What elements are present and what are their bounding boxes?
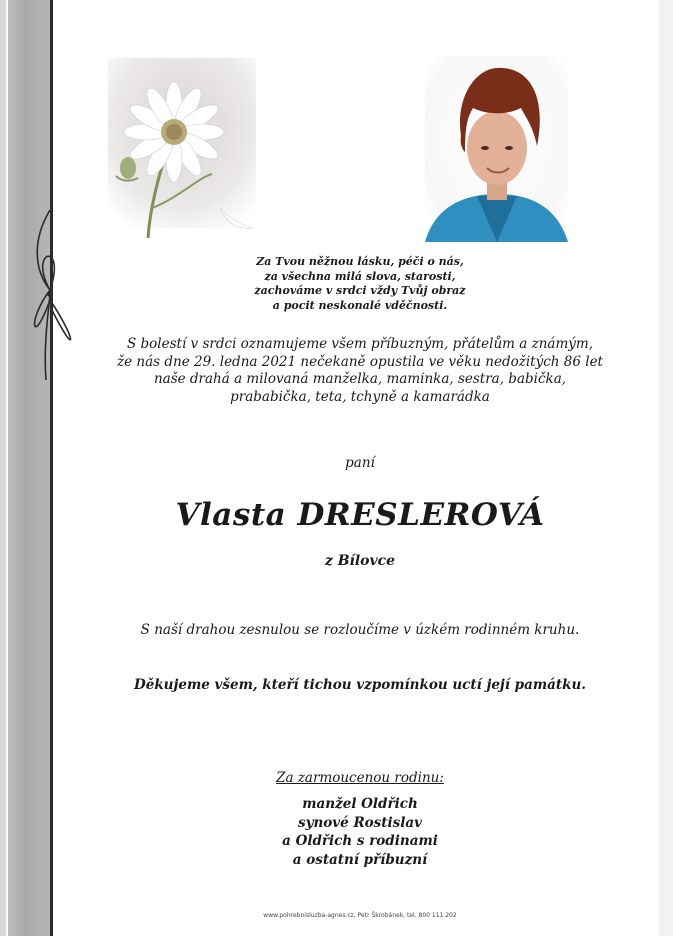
poem-line: za všechna milá slova, starosti,	[264, 269, 456, 283]
farewell-note: S naší drahou zesnulou se rozloučíme v úzkém rodinném kruhu.	[140, 622, 580, 638]
signer-line: a Oldřich s rodinami	[282, 833, 438, 849]
poem-line: a pocit neskonalé vděčnosti.	[272, 298, 448, 312]
right-border	[659, 0, 673, 936]
memorial-poem	[60, 255, 660, 313]
family-signers	[60, 795, 660, 869]
left-border	[0, 0, 6, 936]
announcement-line: prababička, teta, tchyně a kamarádka	[230, 388, 490, 405]
death-announcement	[60, 336, 660, 406]
funeral-service-footer: www.pohrebnisluzba-agnes.cz, Petr Škrobánek, tel. 800 111 202	[263, 912, 457, 919]
gray-side-band	[8, 0, 50, 936]
poem-line: zachováme v srdci vždy Tvůj obraz	[254, 284, 466, 297]
signer-line: manžel Oldřich	[302, 796, 418, 812]
family-heading: Za zarmoucenou rodinu:	[276, 770, 444, 786]
origin-town: z Bílovce	[324, 553, 396, 569]
signer-line: synové Rostislav	[298, 814, 422, 831]
announcement-line: naše drahá a milovaná manželka, maminka, sestra, babička,	[153, 371, 567, 387]
announcement-line: že nás dne 29. ledna 2021 nečekaně opustila ve věku nedožitých 86 let	[117, 353, 603, 370]
deceased-name: Vlasta DRESLEROVÁ	[175, 497, 545, 533]
portrait-photo	[425, 56, 568, 242]
thanks-note: Děkujeme všem, kteří tichou vzpomínkou uctí její památku.	[134, 677, 586, 693]
poem-line: Za Tvou něžnou lásku, péči o nás,	[256, 255, 464, 268]
announcement-line: S bolestí v srdci oznamujeme všem příbuzným, přátelům a známým,	[126, 336, 593, 352]
honorific: paní	[345, 455, 375, 471]
daisy-flower-image	[108, 58, 256, 244]
dark-side-line	[50, 0, 53, 936]
signer-line: a ostatní příbuzní	[292, 851, 428, 868]
